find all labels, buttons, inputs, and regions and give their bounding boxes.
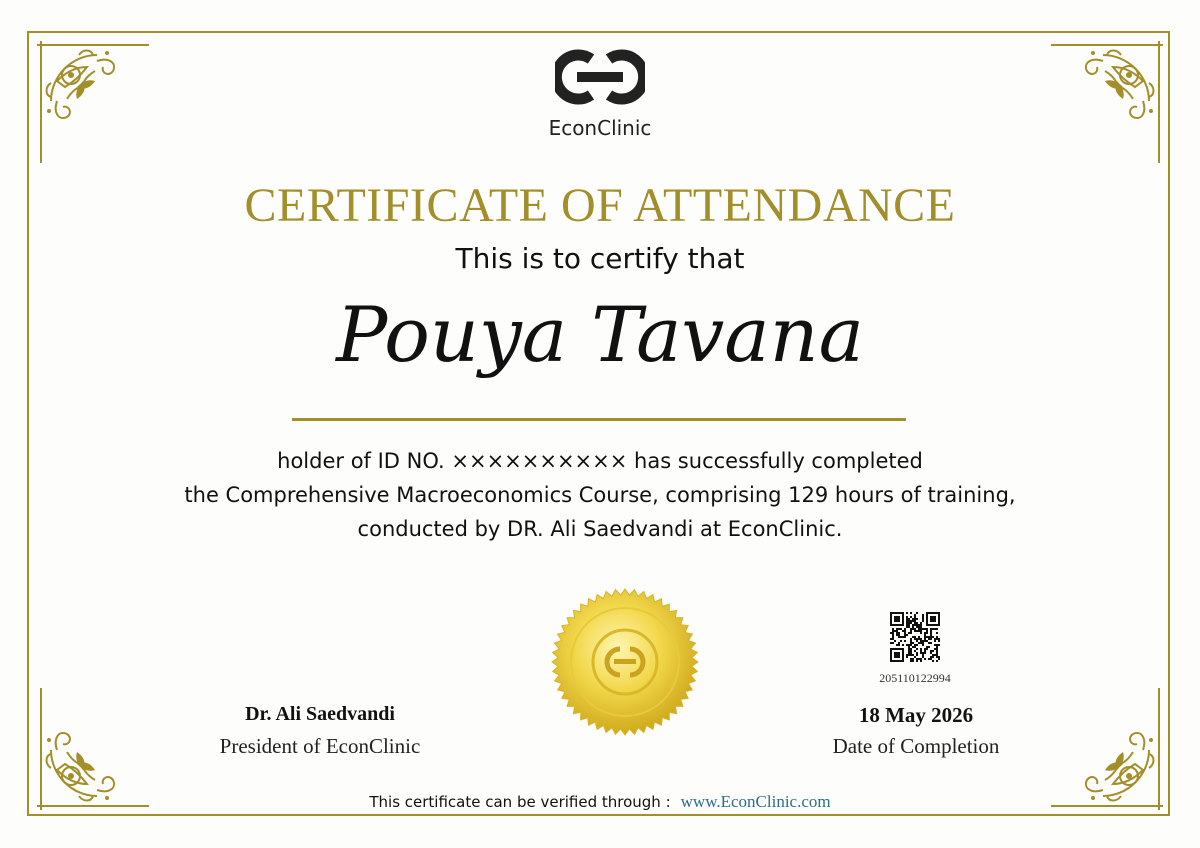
- brand-name: EconClinic: [548, 116, 652, 140]
- gold-seal-icon: [550, 587, 700, 737]
- completion-date: 18 May 2026: [858, 703, 974, 727]
- signatory-name: Dr. Ali Saedvandi: [245, 703, 395, 725]
- body-line: the Comprehensive Macroeconomics Course, comprising 129 hours of training,: [184, 483, 1016, 507]
- verification-link[interactable]: www.EconClinic.com: [680, 792, 831, 811]
- corner-ornament-top-left-icon: [37, 41, 157, 171]
- recipient-name: Pouya Tavana: [336, 290, 864, 379]
- signatory-role: President of EconClinic: [219, 734, 421, 758]
- corner-ornament-top-right-icon: [1043, 41, 1163, 171]
- qr-code-icon: [890, 612, 940, 662]
- name-underline: [292, 418, 906, 421]
- ec-monogram-icon: [555, 45, 645, 109]
- certificate-title: CERTIFICATE OF ATTENDANCE: [244, 179, 956, 232]
- body-line: conducted by DR. Ali Saedvandi at EconClinic.: [357, 517, 843, 541]
- certificate-id: 205110122994: [879, 671, 951, 685]
- body-line: holder of ID NO. ×××××××××× has successfully completed: [277, 449, 923, 473]
- certificate-subtitle: This is to certify that: [455, 242, 745, 275]
- verification-note: [250, 792, 950, 812]
- certificate-body: [100, 444, 1100, 546]
- verification-text: This certificate can be verified through :: [369, 793, 671, 811]
- corner-ornament-bottom-left-icon: [37, 680, 157, 810]
- completion-date-label: Date of Completion: [832, 734, 1000, 758]
